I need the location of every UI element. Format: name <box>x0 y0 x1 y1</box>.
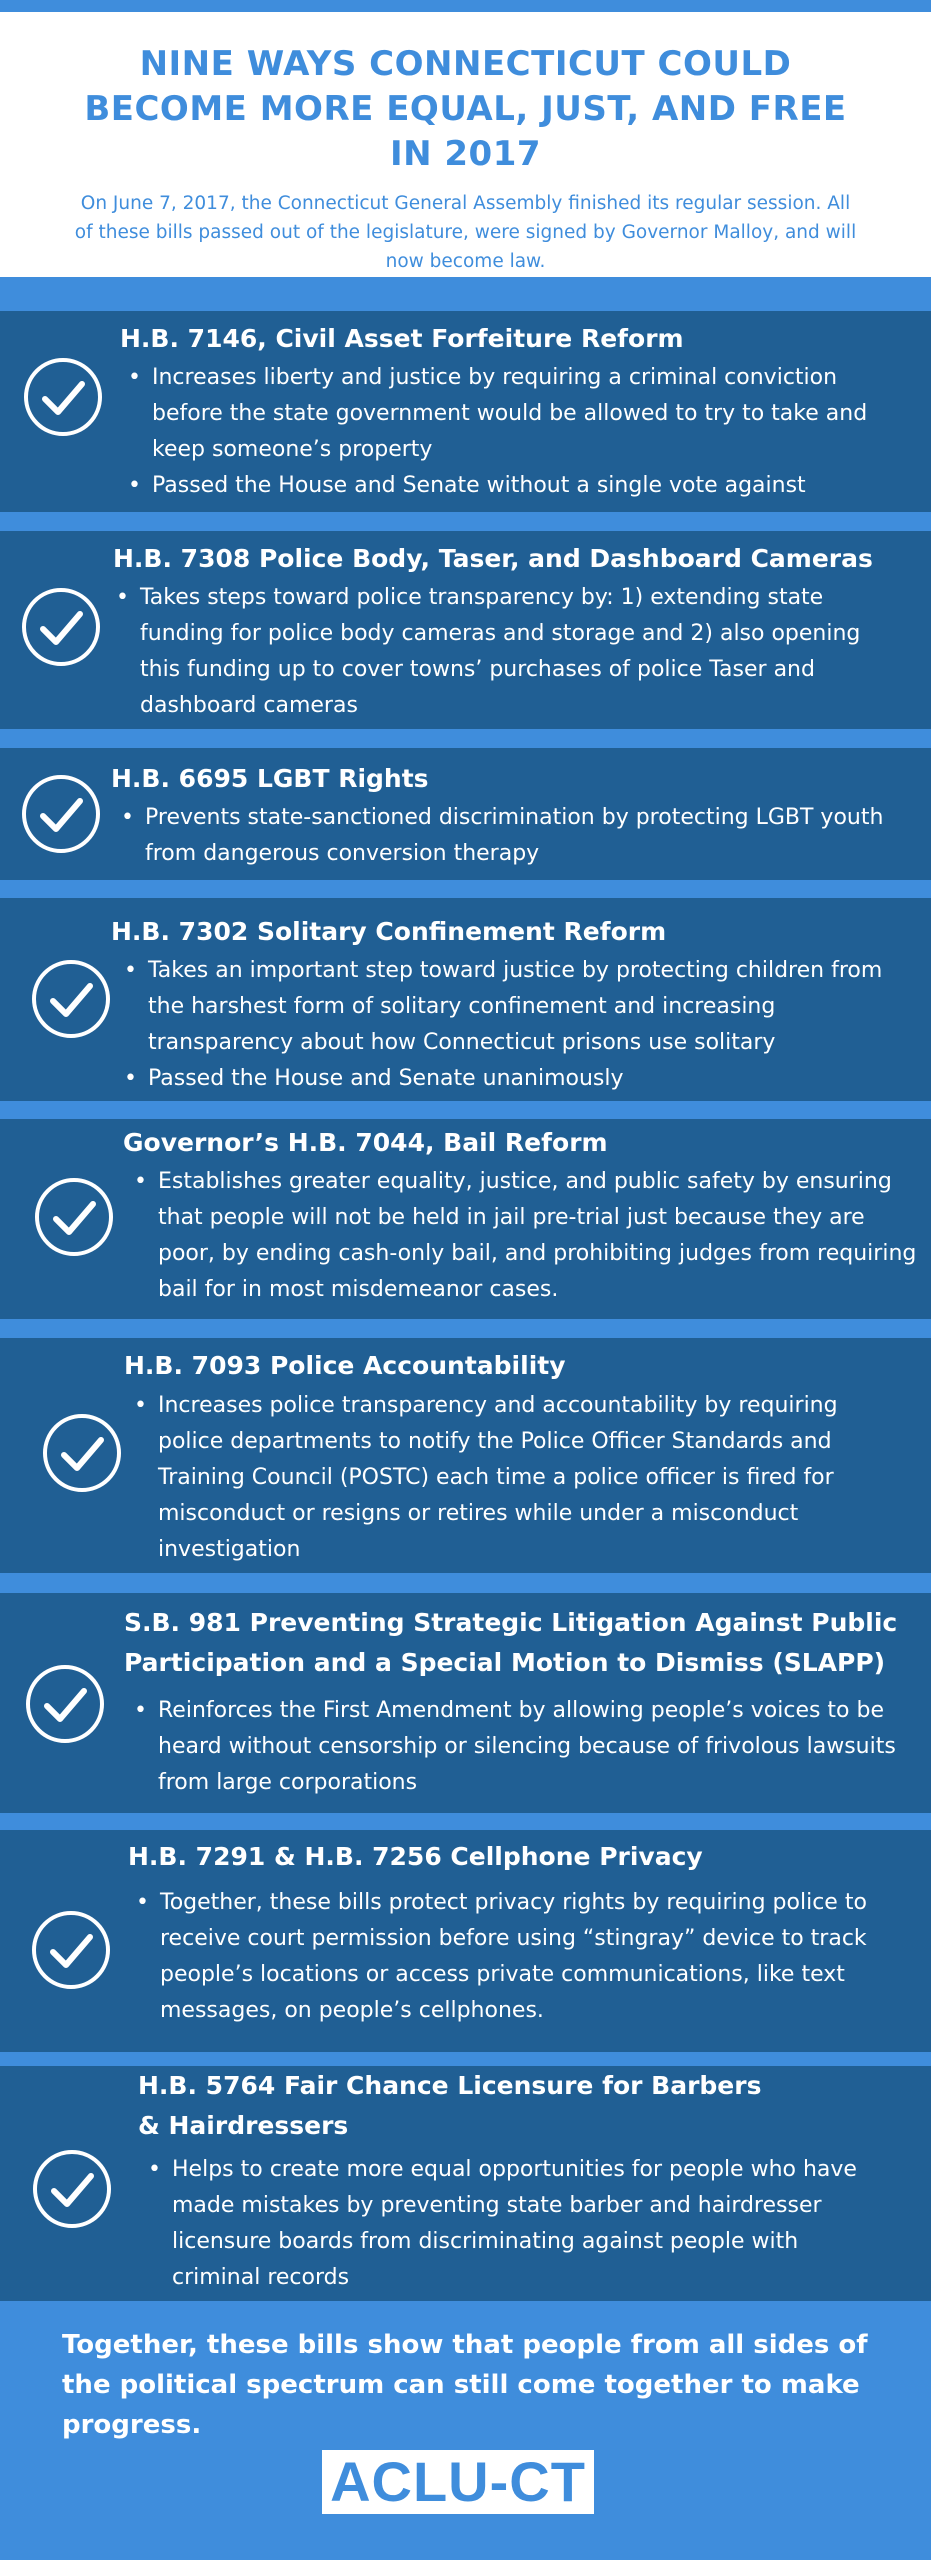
check-circle-icon <box>31 959 111 1039</box>
bill-bullet: • Together, these bills protect privacy rights by requiring police to receive court permission before using “stingray” device to track people’s locations or access private communications, like text messages, on people’s cellphones. <box>132 1885 877 2029</box>
bill-bullets <box>130 1693 900 1801</box>
bill-bullet: • Establishes greater equality, justice, and public safety by ensuring that people will not be held in jail pre-trial just because they are poor, by ending cash-only bail, and prohibiting judges from requiring bail for in most misdemeanor cases. <box>130 1164 920 1308</box>
top-accent-strip <box>0 0 931 12</box>
bill-bullet: • Passed the House and Senate without a single vote against <box>124 468 894 504</box>
bill-bullet: • Increases police transparency and accountability by requiring police departments to notify the Police Officer Standards and Training Council (POSTC) each time a police officer is fired for misconduct or resigns or retires while under a misconduct investigation <box>130 1388 900 1568</box>
bill-title: H.B. 7093 Police Accountability <box>124 1351 566 1380</box>
check-circle-icon <box>21 774 101 854</box>
check-circle-icon <box>25 1664 105 1744</box>
bill-bullet: • Increases liberty and justice by requiring a criminal conviction before the state government would be allowed to try to take and keep someone’s property <box>124 360 894 468</box>
bill-section-4 <box>0 898 931 1101</box>
bill-title: H.B. 6695 LGBT Rights <box>111 764 429 793</box>
bill-bullets <box>130 1164 920 1308</box>
bill-title: S.B. 981 Preventing Strategic Litigation Against Public Participation and a Special Motion to Dismiss (SLAPP) <box>124 1608 898 1677</box>
bill-bullets <box>120 953 915 1097</box>
bill-bullets <box>144 2152 889 2296</box>
bill-title: H.B. 7291 & H.B. 7256 Cellphone Privacy <box>128 1842 703 1871</box>
check-circle-icon <box>32 2149 112 2229</box>
bill-bullets <box>132 1885 877 2029</box>
bill-section-9 <box>0 2066 931 2301</box>
bill-bullet: • Helps to create more equal opportunities for people who have made mistakes by preventing state barber and hairdresser licensure boards from discriminating against people with criminal records <box>144 2152 889 2296</box>
bill-bullet: • Takes an important step toward justice by protecting children from the harshest form of solitary confinement and increasing transparency about how Connecticut prisons use solitary <box>120 953 915 1061</box>
bill-bullets <box>130 1388 900 1568</box>
bill-title: H.B. 7308 Police Body, Taser, and Dashboard Cameras <box>113 544 873 573</box>
bill-title: H.B. 7146, Civil Asset Forfeiture Reform <box>120 324 684 353</box>
bill-title: H.B. 5764 Fair Chance Licensure for Barbers & Hairdressers <box>138 2071 762 2140</box>
bill-section-5 <box>0 1119 931 1319</box>
bill-section-3 <box>0 748 931 880</box>
bill-section-2 <box>0 531 931 729</box>
bill-section-6 <box>0 1338 931 1573</box>
bill-bullet: • Passed the House and Senate unanimously <box>120 1061 915 1097</box>
bill-section-8 <box>0 1830 931 2052</box>
footer-message: Together, these bills show that people from all sides of the political spectrum can still come together to make progress. <box>62 2330 868 2440</box>
check-circle-icon <box>23 357 103 437</box>
bill-bullet: • Reinforces the First Amendment by allowing people’s voices to be heard without censorship or silencing because of frivolous lawsuits from large corporations <box>130 1693 900 1801</box>
aclu-ct-logo: ACLU-CT <box>322 2450 594 2514</box>
bill-section-7 <box>0 1593 931 1813</box>
bill-bullet: • Prevents state-sanctioned discrimination by protecting LGBT youth from dangerous conversion therapy <box>117 800 897 872</box>
bill-title: H.B. 7302 Solitary Confinement Reform <box>111 917 667 946</box>
page-title: NINE WAYS CONNECTICUT COULD BECOME MORE EQUAL, JUST, AND FREE IN 2017 <box>84 44 847 174</box>
bill-bullet: • Takes steps toward police transparency by: 1) extending state funding for police body cameras and storage and 2) also opening this funding up to cover towns’ purchases of police Taser and dashboard cameras <box>112 580 892 724</box>
check-circle-icon <box>31 1910 111 1990</box>
check-circle-icon <box>21 587 101 667</box>
check-circle-icon <box>42 1413 122 1493</box>
header <box>0 12 931 277</box>
intro-text: On June 7, 2017, the Connecticut General Assembly finished its regular session. All of these bills passed out of the legislature, were signed by Governor Malloy, and will now become law. <box>74 193 857 272</box>
bill-bullets <box>112 580 892 724</box>
bill-bullets <box>117 800 897 872</box>
bill-bullets <box>124 360 894 504</box>
bill-section-1 <box>0 311 931 512</box>
bill-title: Governor’s H.B. 7044, Bail Reform <box>123 1128 608 1157</box>
check-circle-icon <box>34 1177 114 1257</box>
